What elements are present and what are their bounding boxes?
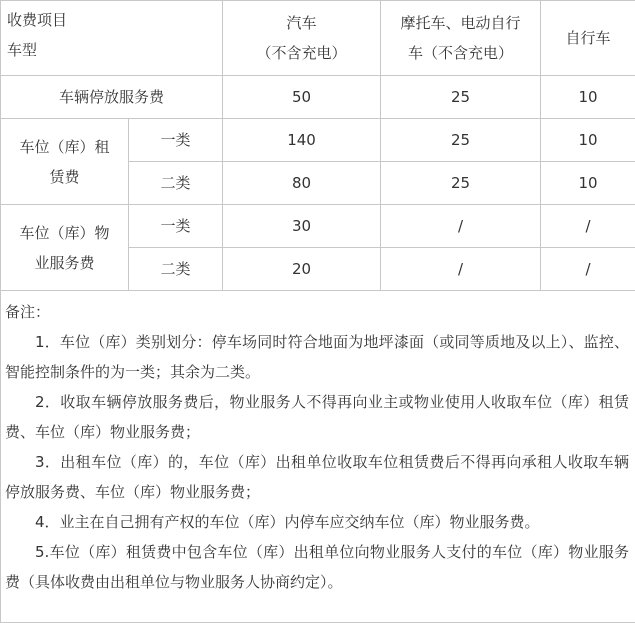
header-fee-item: 收费项目 <box>7 5 216 35</box>
property-class2-label: 二类 <box>129 248 223 291</box>
property-class1-bicycle: / <box>541 205 635 248</box>
table-row <box>1 76 635 119</box>
property-class1-moto: / <box>381 205 541 248</box>
header-car-line1: 汽车 <box>223 8 380 38</box>
header-vehicle-type: 车型 <box>7 35 216 65</box>
rental-class2-label: 二类 <box>129 162 223 205</box>
header-moto-line2: 车（不含充电） <box>381 38 540 68</box>
note-item-1: 1．车位（库）类别划分：停车场同时符合地面为地坪漆面（或同等质地及以上）、监控、智能控制条件的为一类；其余为二类。 <box>5 327 629 387</box>
rental-class1-label: 一类 <box>129 119 223 162</box>
header-row <box>1 1 635 76</box>
property-label-line1: 车位（库）物 <box>9 218 120 248</box>
parking-moto-value: 25 <box>381 76 541 119</box>
property-class2-moto: / <box>381 248 541 291</box>
parking-car-value: 50 <box>223 76 381 119</box>
rental-fee-label <box>1 119 129 205</box>
notes-cell <box>1 291 635 623</box>
rental-class2-moto: 25 <box>381 162 541 205</box>
property-fee-label <box>1 205 129 291</box>
property-class1-label: 一类 <box>129 205 223 248</box>
notes-row <box>1 291 635 623</box>
table-row <box>1 119 635 162</box>
rental-label-line1: 车位（库）租 <box>9 132 120 162</box>
rental-class1-car: 140 <box>223 119 381 162</box>
parking-bicycle-value: 10 <box>541 76 635 119</box>
header-moto-cell <box>381 1 541 76</box>
header-bicycle-cell: 自行车 <box>541 1 635 76</box>
property-label-line2: 业服务费 <box>9 248 120 278</box>
note-item-5: 5.车位（库）租赁费中包含车位（库）出租单位向物业服务人支付的车位（库）物业服务费（具体收费由出租单位与物业服务人协商约定）。 <box>5 537 629 597</box>
property-class2-car: 20 <box>223 248 381 291</box>
note-item-2: 2．收取车辆停放服务费后，物业服务人不得再向业主或物业使用人收取车位（库）租赁费、车位（库）物业服务费； <box>5 387 629 447</box>
note-item-3: 3．出租车位（库）的，车位（库）出租单位收取车位租赁费后不得再向承租人收取车辆停放服务费、车位（库）物业服务费； <box>5 447 629 507</box>
header-corner-cell <box>1 1 223 76</box>
property-class2-bicycle: / <box>541 248 635 291</box>
rental-class2-bicycle: 10 <box>541 162 635 205</box>
note-item-4: 4．业主在自己拥有产权的车位（库）内停车应交纳车位（库）物业服务费。 <box>5 507 629 537</box>
rental-label-line2: 赁费 <box>9 162 120 192</box>
table-row <box>1 205 635 248</box>
rental-class1-bicycle: 10 <box>541 119 635 162</box>
notes-title: 备注： <box>5 297 629 327</box>
header-car-line2: （不含充电） <box>223 38 380 68</box>
header-moto-line1: 摩托车、电动自行 <box>381 8 540 38</box>
rental-class2-car: 80 <box>223 162 381 205</box>
property-class1-car: 30 <box>223 205 381 248</box>
header-car-cell <box>223 1 381 76</box>
rental-class1-moto: 25 <box>381 119 541 162</box>
parking-fee-label: 车辆停放服务费 <box>1 76 223 119</box>
